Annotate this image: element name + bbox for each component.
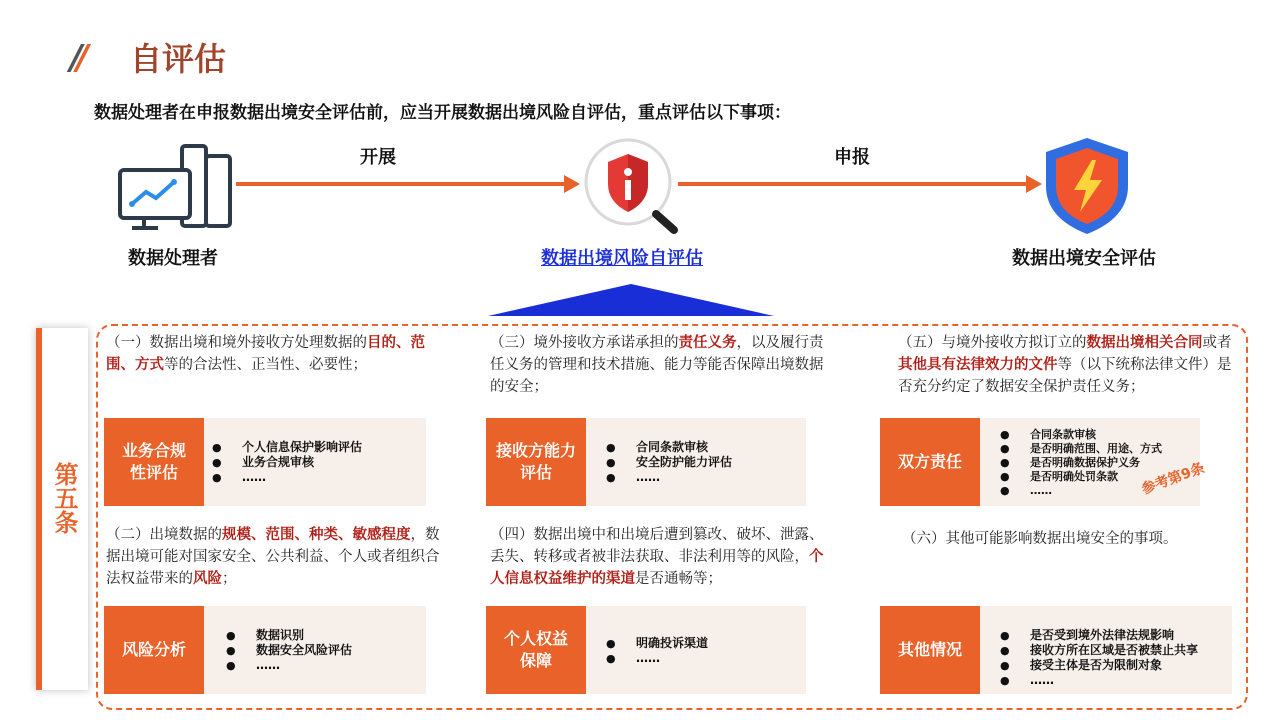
item-5-text: （五）与境外接收方拟订立的数据出境相关合同或者其他具有法律效力的文件等（以下统称法律文件）是否充分约定了数据安全保护责任义务； [898,335,1232,395]
item-1-bullets [212,440,362,485]
item-6-text: （六）其他可能影响数据出境安全的事项。 [902,531,1178,547]
list-item: ● 是否明确数据保护义务 [1000,456,1162,470]
flow-arrow-2 [678,182,1028,186]
side-tab-label: 第五条 [50,462,78,534]
list-item: ● …… [212,470,362,485]
item-4-text: （四）数据出境中和出境后遭到篡改、破坏、泄露、丢失、转移或者被非法获取、非法利用等的风险，个人信息权益维护的渠道是否通畅等； [490,527,824,587]
page-title: 自评估 [130,40,227,78]
list-item: ● 安全防护能力评估 [606,455,732,470]
list-item: ● 接受主体是否为限制对象 [1000,658,1198,673]
intro-text: 数据处理者在申报数据出境安全评估前，应当开展数据出境风险自评估，重点评估以下事项： [94,103,791,123]
item-5-bullets [1000,428,1162,498]
monitor-chart-icon [116,140,236,232]
list-item: ● 是否受到境外法律法规影响 [1000,628,1198,643]
list-item: ● …… [226,658,352,673]
item-3-bullets [606,440,732,485]
item-1-text: （一）数据出境和境外接收方处理数据的目的、范围、方式等的合法性、正当性、必要性； [106,335,425,373]
list-item: ● 数据安全风险评估 [226,643,352,658]
list-item: ● …… [1000,484,1162,498]
item-3-card-title: 接收方能力评估 [486,418,586,506]
list-item: ● 接收方所在区域是否被禁止共享 [1000,643,1198,658]
list-item: ● …… [606,470,732,485]
item-6-card-title: 其他情况 [880,606,980,694]
item-3-text: （三）境外接收方承诺承担的责任义务，以及履行责任义务的管理和技术措施、能力等能否保障出境数据的安全； [490,335,824,395]
item-2-text: （二）出境数据的规模、范围、种类、敏感程度，数据出境可能对国家安全、公共利益、个人或者组织合法权益带来的风险； [106,527,440,587]
list-item: ● 是否明确范围、用途、方式 [1000,442,1162,456]
item-4-card-title: 个人权益保障 [486,606,586,694]
list-item: ● …… [606,651,708,666]
list-item: ● 合同条款审核 [1000,428,1162,442]
node-label-self-assessment[interactable]: 数据出境风险自评估 [541,248,703,269]
item-2-bullets [226,628,352,673]
list-item: ● 业务合规审核 [212,455,362,470]
flow-label-report: 申报 [834,147,870,168]
item-2-card-title: 风险分析 [104,606,204,694]
list-item: ● …… [1000,673,1198,688]
flow-label-develop: 开展 [360,147,396,168]
item-1-card-title: 业务合规性评估 [104,418,204,506]
pointer-triangle [488,282,774,318]
list-item: ● 明确投诉渠道 [606,636,708,651]
title-slash-icon: // [70,38,83,78]
list-item: ● 数据识别 [226,628,352,643]
magnifier-shield-icon [578,134,684,236]
list-item: ● 是否明确处罚条款 [1000,470,1162,484]
flow-arrow-1 [236,182,566,186]
lightning-shield-icon [1040,134,1134,238]
item-6-bullets [1000,628,1198,688]
list-item: ● 合同条款审核 [606,440,732,455]
item-4-bullets [606,636,708,666]
item-5-card-title: 双方责任 [880,418,980,506]
node-label-security-assessment: 数据出境安全评估 [1012,248,1156,269]
node-label-processor: 数据处理者 [128,248,218,269]
list-item: ● 个人信息保护影响评估 [212,440,362,455]
reference-stamp: 参考第9条 [1139,460,1207,498]
